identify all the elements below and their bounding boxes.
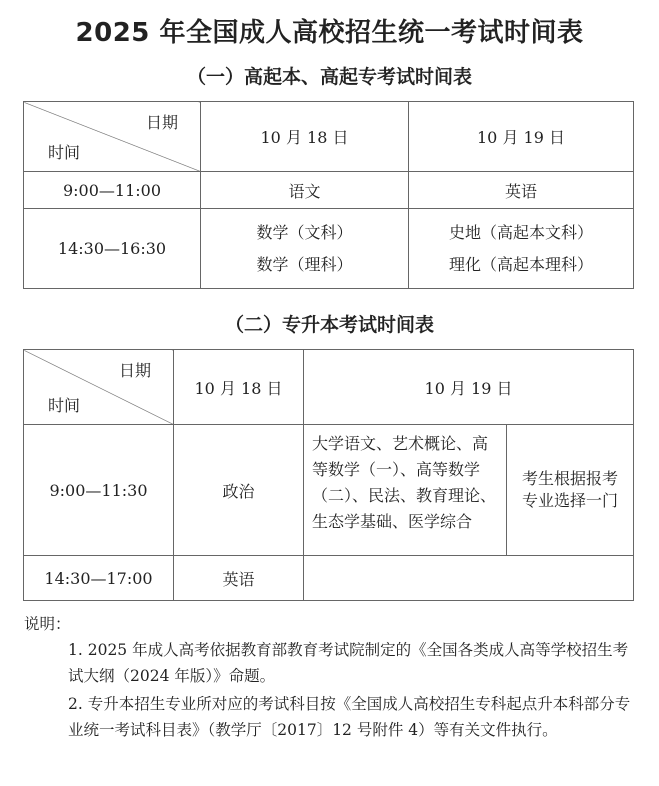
corner-time-label: 时间 xyxy=(48,143,81,162)
table-row xyxy=(24,425,634,556)
note-item: 2. 专升本招生专业所对应的考试科目按《全国成人高校招生专科起点升本科部分专业统一考试科目表》（教学厅〔2017〕12 号附件 4）等有关文件执行。 xyxy=(68,695,631,739)
section1-heading: （一）高起本、高起专考试时间表 xyxy=(186,66,472,88)
subject-cell xyxy=(409,209,634,289)
subject-cell: 英语 xyxy=(409,172,634,209)
schedule-table-1 xyxy=(23,101,634,289)
corner-cell xyxy=(24,102,201,172)
notes-label: 说明： xyxy=(24,615,71,633)
elective-note-cell: 考生根据报考专业选择一门 xyxy=(507,425,634,556)
corner-cell xyxy=(24,350,174,425)
date-header-cell: 10 月 18 日 xyxy=(201,102,409,172)
time-cell: 14:30—16:30 xyxy=(24,209,201,289)
section2-heading: （二）专升本考试时间表 xyxy=(224,314,434,336)
subject-line: 史地（高起本文科） xyxy=(448,222,593,242)
table-row xyxy=(24,172,634,209)
empty-cell xyxy=(304,556,634,601)
table-header-row xyxy=(24,102,634,172)
subject-cell xyxy=(201,209,409,289)
time-cell: 14:30—17:00 xyxy=(24,556,174,601)
subject-cell: 政治 xyxy=(174,425,304,556)
date-header-cell: 10 月 19 日 xyxy=(409,102,634,172)
date-header-cell: 10 月 19 日 xyxy=(304,350,634,425)
subject-list-cell: 大学语文、艺术概论、高等数学（一）、高等数学（二）、民法、教育理论、生态学基础、医学综合 xyxy=(304,425,507,556)
table-row xyxy=(24,209,634,289)
time-cell: 9:00—11:30 xyxy=(24,425,174,556)
subject-cell: 英语 xyxy=(174,556,304,601)
corner-time-label: 时间 xyxy=(48,396,81,415)
subject-line: 数学（理科） xyxy=(256,254,353,274)
subject-line: 理化（高起本理科） xyxy=(448,254,593,274)
subject-line: 数学（文科） xyxy=(256,222,353,242)
time-cell: 9:00—11:00 xyxy=(24,172,201,209)
table-header-row xyxy=(24,350,634,425)
page-title: 2025 年全国成人高校招生统一考试时间表 xyxy=(75,18,584,48)
schedule-table-2 xyxy=(23,349,634,601)
subject-cell: 语文 xyxy=(201,172,409,209)
corner-date-label: 日期 xyxy=(145,113,178,132)
note-item: 1. 2025 年成人高考依据教育部教育考试院制定的《全国各类成人高等学校招生考试大纲（2024 年版）》命题。 xyxy=(68,641,629,685)
date-header-cell: 10 月 18 日 xyxy=(174,350,304,425)
corner-date-label: 日期 xyxy=(118,361,151,380)
table-row xyxy=(24,556,634,601)
